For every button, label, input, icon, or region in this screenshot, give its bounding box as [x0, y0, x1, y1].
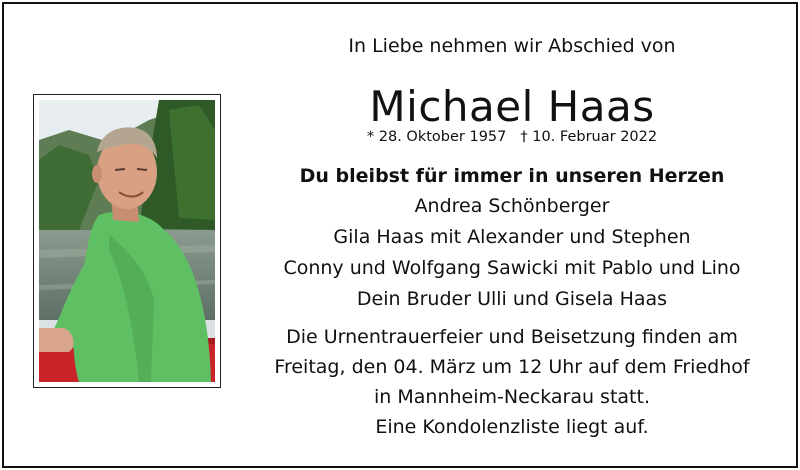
obituary-card	[2, 2, 798, 468]
mourner-line: Andrea Schönberger	[414, 195, 610, 217]
intro-line: In Liebe nehmen wir Abschied von	[348, 35, 676, 57]
deceased-name: Michael Haas	[369, 82, 655, 131]
mourner-line: Gila Haas mit Alexander und Stephen	[333, 226, 691, 248]
ceremony-notice-line: Freitag, den 04. März um 12 Uhr auf dem Friedhof	[274, 356, 750, 378]
death-date: † 10. Februar 2022	[520, 129, 658, 145]
ceremony-notice-line: Die Urnentrauerfeier und Beisetzung finden am	[286, 326, 738, 348]
mourner-line: Conny und Wolfgang Sawicki mit Pablo und Lino	[283, 257, 741, 279]
tagline: Du bleibst für immer in unseren Herzen	[299, 165, 725, 187]
life-dates	[240, 129, 784, 145]
portrait-illustration	[39, 100, 215, 382]
birth-date: * 28. Oktober 1957	[366, 129, 507, 145]
condolence-notice-line: Eine Kondolenzliste liegt auf.	[375, 416, 649, 438]
portrait-photo	[39, 100, 215, 382]
portrait-photo-frame	[33, 94, 221, 388]
ceremony-notice-line: in Mannheim-Neckarau statt.	[374, 386, 650, 408]
mourner-line: Dein Bruder Ulli und Gisela Haas	[356, 288, 668, 310]
